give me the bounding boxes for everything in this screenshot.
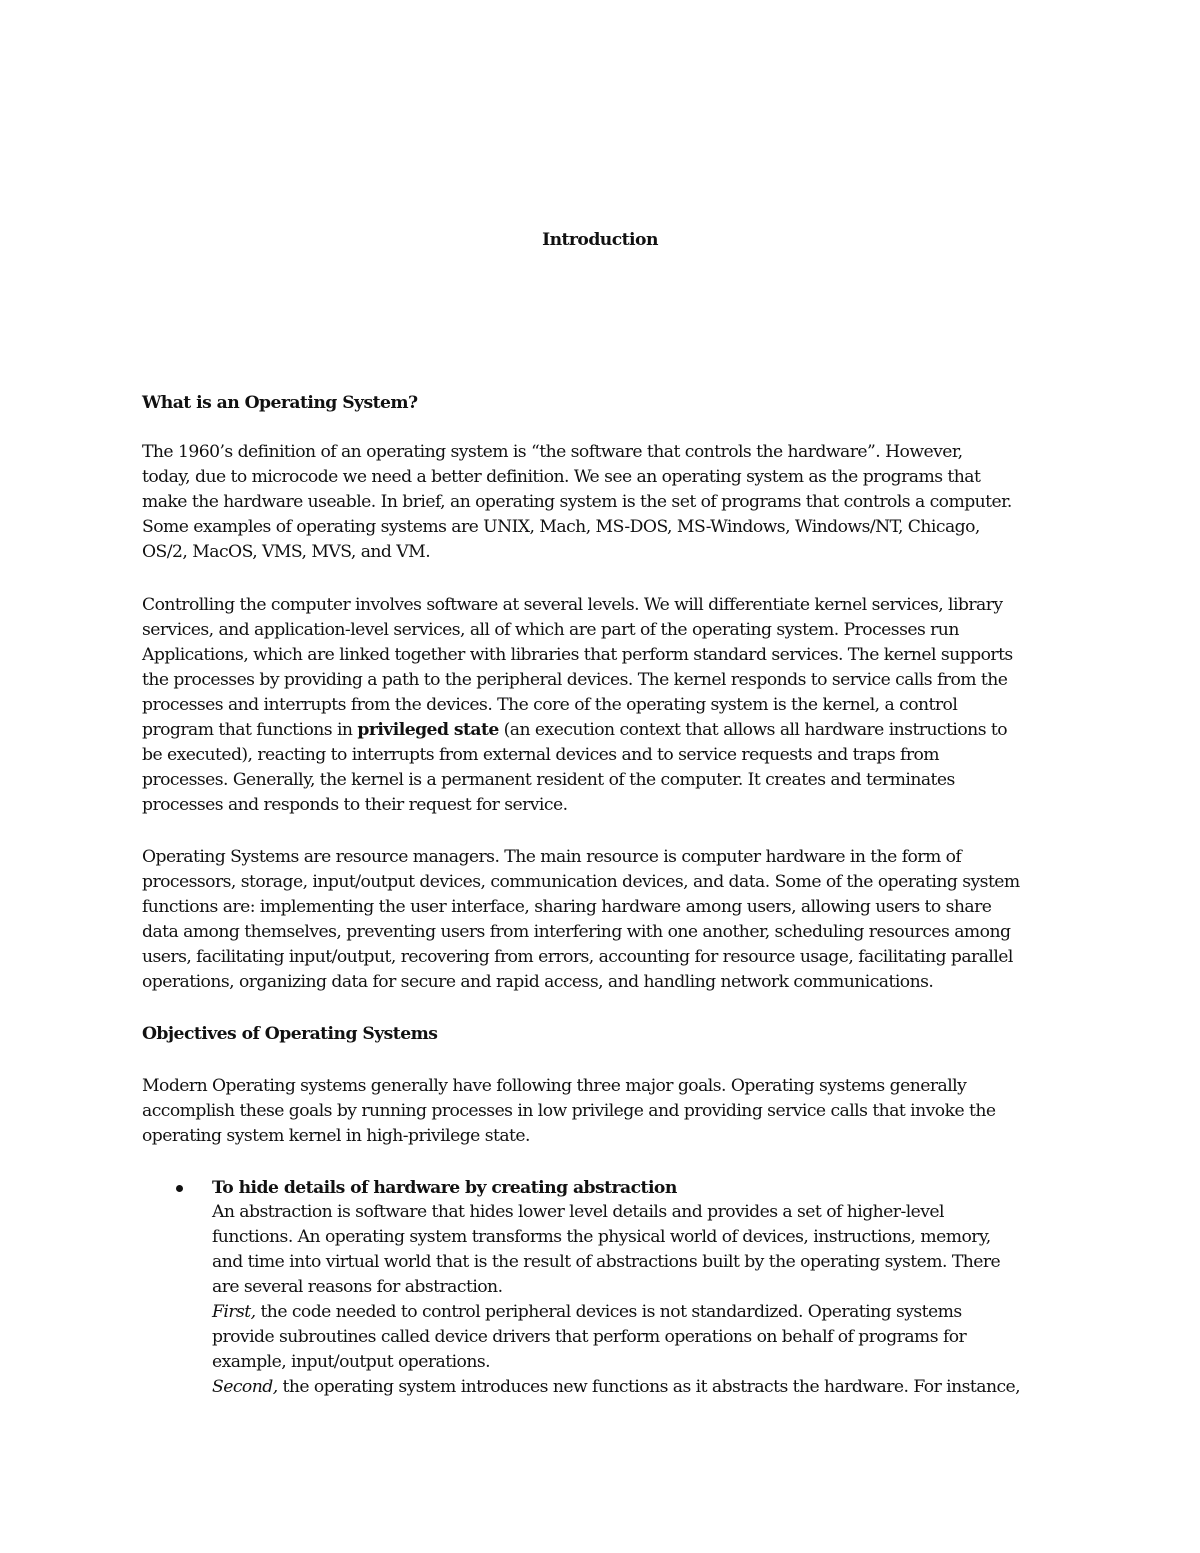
paragraph-line: today, due to microcode we need a better definition. We see an operating system as the programs that — [142, 467, 981, 487]
bullet-line: and time into virtual world that is the result of abstractions built by the operating system. There — [212, 1252, 1001, 1272]
section-heading-what-is-os: What is an Operating System? — [142, 393, 418, 413]
paragraph-line: processes and responds to their request for service. — [142, 795, 568, 815]
italic-second: Second, — [212, 1377, 278, 1397]
paragraph-line: make the hardware useable. In brief, an operating system is the set of programs that controls a computer. — [142, 492, 1012, 512]
paragraph-line: data among themselves, preventing users from interfering with one another, scheduling resources among — [142, 922, 1011, 942]
paragraph-line: the processes by providing a path to the peripheral devices. The kernel responds to service calls from the — [142, 670, 1008, 690]
bullet-line: provide subroutines called device drivers that perform operations on behalf of programs for — [212, 1327, 967, 1347]
bullet-heading: To hide details of hardware by creating abstraction — [212, 1178, 677, 1198]
bullet-line: functions. An operating system transforms the physical world of devices, instructions, memory, — [212, 1227, 991, 1247]
page-title: Introduction — [542, 230, 658, 250]
paragraph-line: services, and application-level services, all of which are part of the operating system. Processes run — [142, 620, 959, 640]
paragraph-line: users, facilitating input/output, recovering from errors, accounting for resource usage, facilitating parallel — [142, 947, 1013, 967]
paragraph-line: OS/2, MacOS, VMS, MVS, and VM. — [142, 542, 431, 562]
paragraph-line: be executed), reacting to interrupts from external devices and to service requests and traps from — [142, 745, 940, 765]
paragraph-line: functions are: implementing the user interface, sharing hardware among users, allowing users to share — [142, 897, 992, 917]
bullet-icon — [176, 1185, 183, 1192]
italic-first: First, — [212, 1302, 256, 1322]
text-run: (an execution context that allows all hardware instructions to — [498, 720, 1008, 740]
text-run: program that functions in — [142, 720, 358, 740]
paragraph-line: operating system kernel in high-privilege state. — [142, 1126, 530, 1146]
paragraph-line: Operating Systems are resource managers. The main resource is computer hardware in the form of — [142, 847, 962, 867]
text-run: the code needed to control peripheral devices is not standardized. Operating systems — [255, 1302, 962, 1322]
paragraph-line: The 1960’s definition of an operating system is “the software that controls the hardware”. However, — [142, 442, 963, 462]
paragraph-line: processes. Generally, the kernel is a permanent resident of the computer. It creates and terminates — [142, 770, 955, 790]
paragraph-line: Some examples of operating systems are UNIX, Mach, MS-DOS, MS-Windows, Windows/NT, Chicago, — [142, 517, 980, 537]
bullet-line: An abstraction is software that hides lower level details and provides a set of higher-level — [212, 1202, 945, 1222]
paragraph-line: Applications, which are linked together with libraries that perform standard services. The kernel supports — [142, 645, 1013, 665]
bullet-line-first — [212, 1301, 962, 1323]
paragraph-line: processes and interrupts from the devices. The core of the operating system is the kernel, a control — [142, 695, 958, 715]
text-run: the operating system introduces new functions as it abstracts the hardware. For instance, — [277, 1377, 1021, 1397]
paragraph-line: operations, organizing data for secure and rapid access, and handling network communications. — [142, 972, 934, 992]
paragraph-line: Modern Operating systems generally have following three major goals. Operating systems generally — [142, 1076, 967, 1096]
bullet-line: example, input/output operations. — [212, 1352, 491, 1372]
section-heading-objectives: Objectives of Operating Systems — [142, 1024, 438, 1044]
paragraph-line: Controlling the computer involves software at several levels. We will differentiate kernel services, library — [142, 595, 1003, 615]
paragraph-line: accomplish these goals by running processes in low privilege and providing service calls that invoke the — [142, 1101, 996, 1121]
paragraph-line-with-bold — [142, 719, 1007, 741]
paragraph-line: processors, storage, input/output devices, communication devices, and data. Some of the operating system — [142, 872, 1020, 892]
bold-term-privileged-state: privileged state — [357, 720, 499, 740]
bullet-line: are several reasons for abstraction. — [212, 1277, 503, 1297]
bullet-line-second — [212, 1376, 1020, 1398]
